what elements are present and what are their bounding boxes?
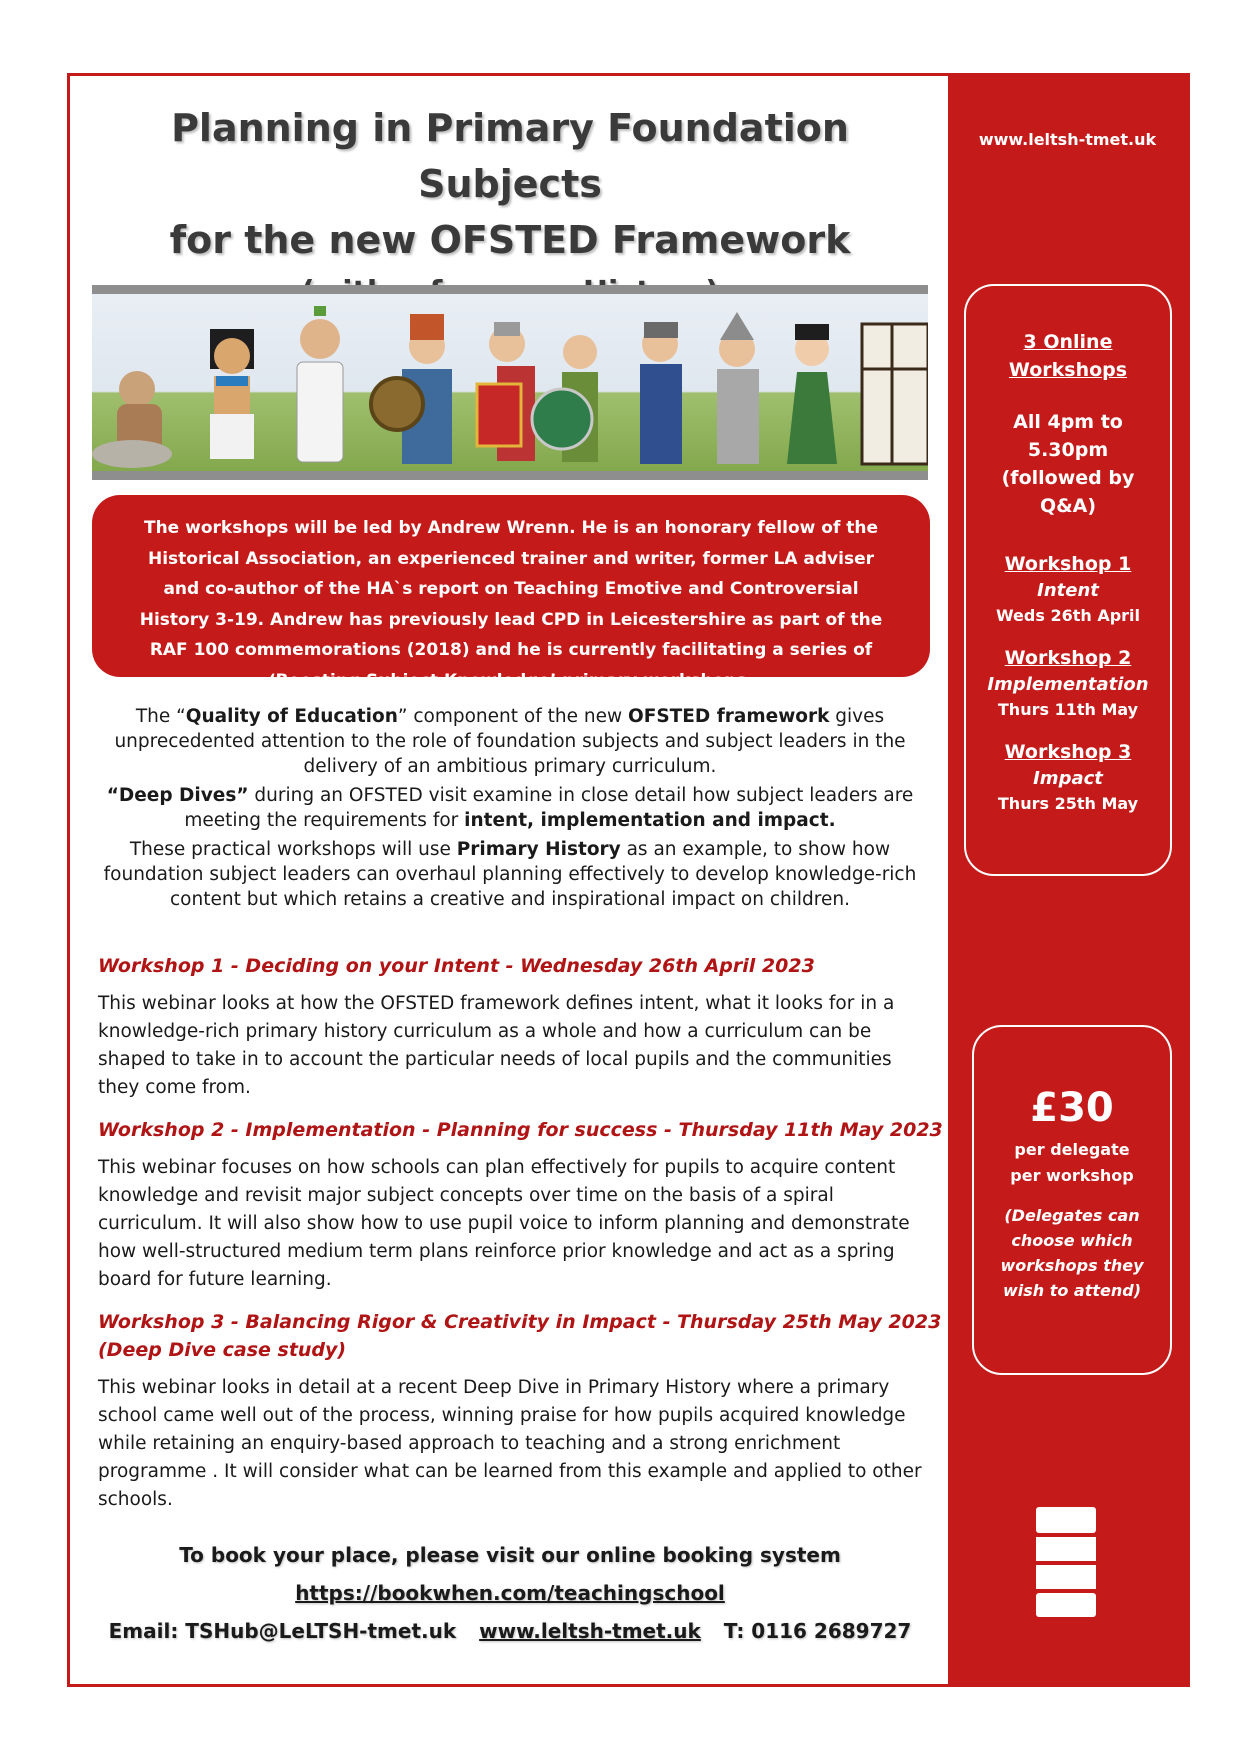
price-amount: £30 <box>1030 1085 1114 1131</box>
page-title-line1: Planning in Primary Foundation Subjects <box>171 106 849 206</box>
schedule-times: All 4pm to 5.30pm (followed by Q&A) <box>1001 411 1135 517</box>
figure-viking <box>640 322 682 464</box>
figure-roman <box>477 322 535 461</box>
figure-tudor <box>787 324 837 464</box>
schedule-workshop-1: Workshop 1 Intent Weds 26th April <box>995 553 1141 625</box>
booking-instruction: To book your place, please visit our online booking system <box>179 1543 841 1567</box>
workshop-2-heading: Workshop 2 - Implementation - Planning for success - Thursday 11th May 2023 <box>98 1119 943 1141</box>
workshop-3-heading: Workshop 3 - Balancing Rigor & Creativity in Impact - Thursday 25th May 2023 <box>98 1311 942 1333</box>
summary-paragraph-2: “Deep Dives” during an OFSTED visit examine in close detail how subject leaders are meeting the requirements for intent, implementation and impact. <box>106 785 914 831</box>
workshop-3-description: This webinar looks in detail at a recent Deep Dive in Primary History where a primary school came well out of the process, winning praise for how pupils acquired knowledge while retaining an enquiry-based approach to teaching and a strong enrichment programme . It will consider what can be learned from this example and applied to other schools. <box>98 1377 922 1510</box>
workshop-3-subheading: (Deep Dive case study) <box>98 1339 347 1361</box>
summary-paragraph-1: The “Quality of Education” component of the new OFSTED framework gives unprecedented attention to the role of foundation subjects and subject leaders in the delivery of an ambitious primary curriculum. <box>114 706 906 777</box>
figure-greek <box>297 306 343 462</box>
history-banner-image <box>92 285 928 480</box>
price-box <box>972 1025 1172 1375</box>
workshop-1-heading: Workshop 1 - Deciding on your Intent - Wednesday 26th April 2023 <box>98 955 815 977</box>
price-unit: per delegate per workshop <box>1010 1140 1134 1185</box>
booking-link[interactable]: https://bookwhen.com/teachingschool <box>295 1581 725 1605</box>
teaching-school-logo-icon <box>1036 1507 1096 1617</box>
contact-line <box>92 1612 928 1650</box>
presenter-info-text: The workshops will be led by Andrew Wrenn. He is an honorary fellow of the Historical Association, an experienced trainer and writer, former LA adviser and co-author of the HA`s report on Teaching Emotive and Controversial History 3-19. Andrew has previously lead CPD in Leicestershire as part of the RAF 100 commemorations (2018) and he is currently facilitating a series of ‘Boosting Subject Knowledge’ primary workshops. <box>139 518 883 691</box>
schedule-heading-line1: 3 Online <box>1023 331 1113 353</box>
contact-email[interactable]: Email: TSHub@LeLTSH-tmet.uk <box>108 1619 457 1643</box>
contact-website-link[interactable]: www.leltsh-tmet.uk <box>479 1619 701 1643</box>
presenter-info-box <box>92 495 930 691</box>
workshop-1-description: This webinar looks at how the OFSTED framework defines intent, what it looks for in a knowledge-rich primary history curriculum as a whole and how a curriculum can be shaped to take in to account the particular needs of local pupils and the communities they come from. <box>98 993 895 1098</box>
page-title-line2: for the new OFSTED Framework <box>169 218 851 262</box>
figure-caveman <box>92 371 172 468</box>
figure-norman <box>717 312 759 464</box>
figure-egyptian <box>210 329 254 459</box>
schedule-heading-line2: Workshops <box>1008 359 1128 381</box>
sidebar-website[interactable]: www.leltsh-tmet.uk <box>978 130 1157 149</box>
workshop-2-description: This webinar focuses on how schools can plan effectively for pupils to acquire content knowledge and revisit major subject concepts over time on the basis of a spiral curriculum. It will also show how to use pupil voice to inform planning and demonstrate how well-structured medium term plans reinforce prior knowledge and act as a spring board for future learning. <box>98 1157 910 1290</box>
schedule-box <box>964 284 1172 876</box>
figure-celt <box>371 314 452 464</box>
framework-summary <box>92 704 928 916</box>
schedule-workshop-3: Workshop 3 Impact Thurs 25th May <box>997 741 1139 813</box>
price-note: (Delegates can choose which workshops they wish to attend) <box>1000 1206 1144 1300</box>
schedule-workshop-2: Workshop 2 Implementation Thurs 11th May <box>987 647 1149 719</box>
header <box>80 90 940 318</box>
summary-paragraph-3: These practical workshops will use Primary History as an example, to show how foundation subject leaders can overhaul planning effectively to develop knowledge-rich content but which retains a creative and inspirational impact on children. <box>103 839 917 910</box>
contact-phone: T: 0116 2689727 <box>723 1619 912 1643</box>
figure-saxon <box>532 335 598 462</box>
tudor-house <box>862 324 928 464</box>
booking-section <box>92 1536 928 1650</box>
